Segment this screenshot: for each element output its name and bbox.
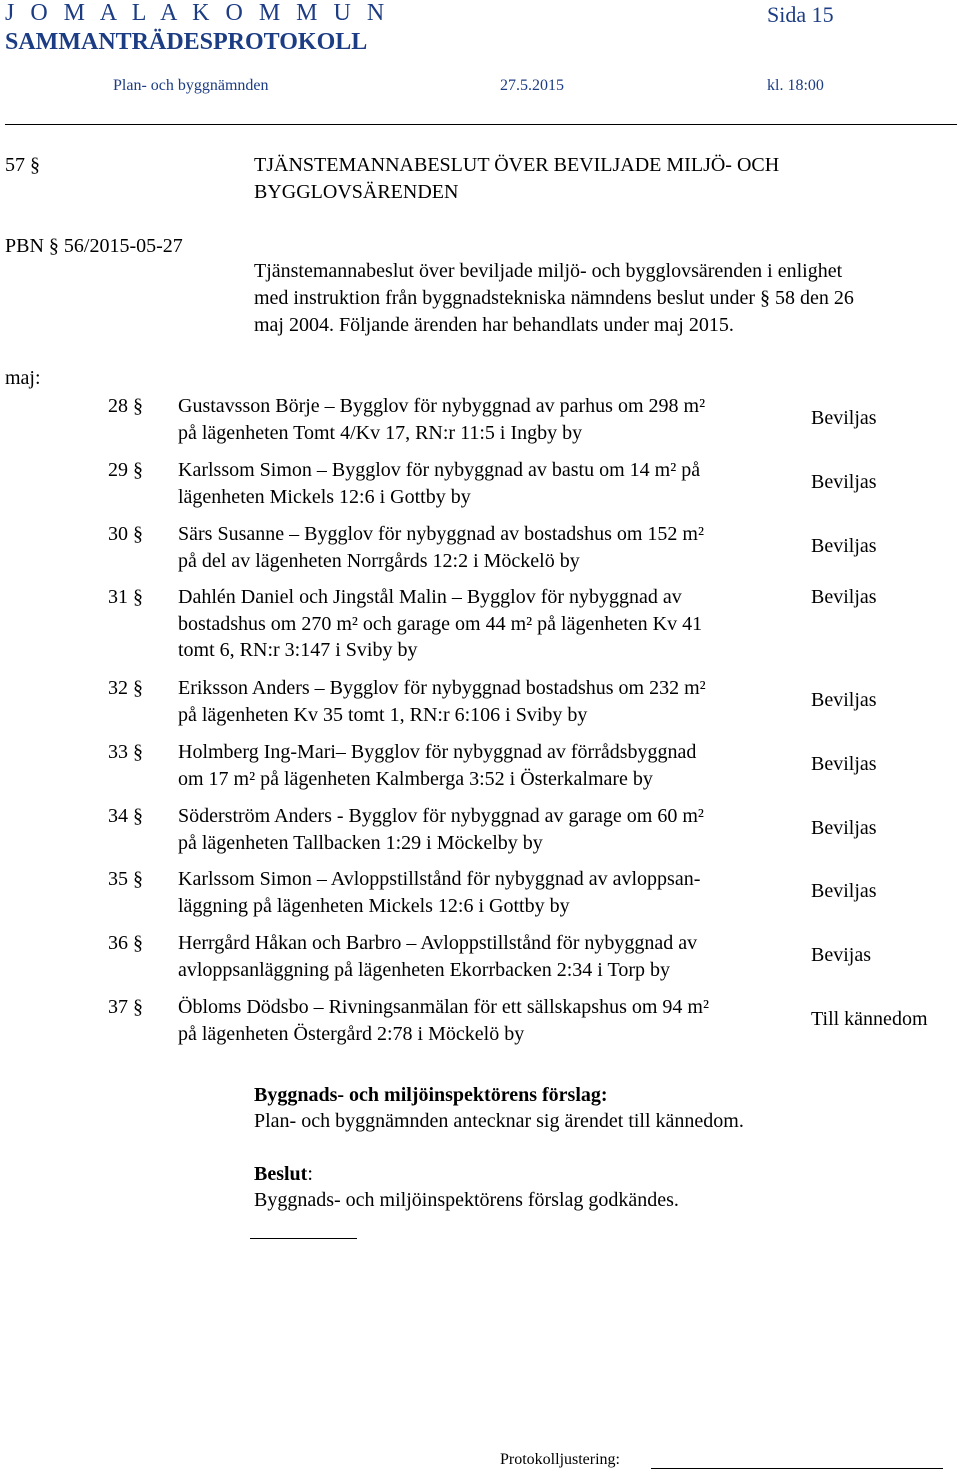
case-result: Beviljas xyxy=(811,407,877,429)
case-number: 34 § xyxy=(108,805,143,827)
case-description-line: Holmberg Ing-Mari– Bygglov för nybyggnad av förrådsbyggnad xyxy=(178,741,697,763)
case-number: 35 § xyxy=(108,868,143,890)
case-number: 31 § xyxy=(108,586,143,608)
case-description-line: Karlssom Simon – Bygglov för nybyggnad av bastu om 14 m² på xyxy=(178,459,701,481)
meeting-date: 27.5.2015 xyxy=(500,77,564,94)
header-divider xyxy=(5,124,957,125)
case-description-line: om 17 m² på lägenheten Kalmberga 3:52 i Österkalmare by xyxy=(178,767,653,790)
signature-label: Protokolljustering: xyxy=(500,1451,620,1468)
case-description-line: Öbloms Dödsbo – Rivningsanmälan för ett sällskapshus om 94 m² xyxy=(178,996,709,1018)
municipality-name: J O M A L A K O M M U N xyxy=(5,0,390,26)
section-number: 57 § xyxy=(5,154,40,176)
case-result: Beviljas xyxy=(811,586,877,608)
decision-heading xyxy=(254,1163,313,1186)
section-title-line1: TJÄNSTEMANNABESLUT ÖVER BEVILJADE MILJÖ- OCH xyxy=(254,154,780,176)
case-number: 36 § xyxy=(108,932,143,954)
case-number: 37 § xyxy=(108,996,143,1018)
intro-line2: med instruktion från byggnadstekniska nämndens beslut under § 58 den 26 xyxy=(254,287,854,309)
reference: PBN § 56/2015-05-27 xyxy=(5,235,183,257)
protocol-title: SAMMANTRÄDESPROTOKOLL xyxy=(5,29,368,55)
case-description-line: Gustavsson Börje – Bygglov för nybyggnad av parhus om 298 m² xyxy=(178,395,706,417)
case-description-line: på lägenheten Tomt 4/Kv 17, RN:r 11:5 i Ingby by xyxy=(178,421,583,444)
signature-line xyxy=(651,1468,943,1469)
page-number: Sida 15 xyxy=(767,2,834,27)
case-result: Beviljas xyxy=(811,689,877,711)
case-description-line: Dahlén Daniel och Jingstål Malin – Bygglov för nybyggnad av xyxy=(178,586,682,608)
proposal-text: Plan- och byggnämnden antecknar sig ärendet till kännedom. xyxy=(254,1110,744,1132)
case-result: Bevijas xyxy=(811,944,871,966)
case-result: Beviljas xyxy=(811,471,877,493)
case-result: Beviljas xyxy=(811,753,877,775)
case-description-line: Särs Susanne – Bygglov för nybyggnad av bostadshus om 152 m² xyxy=(178,523,704,545)
case-description-line: läggning på lägenheten Mickels 12:6 i Gottby by xyxy=(178,894,570,917)
decision-text: Byggnads- och miljöinspektörens förslag godkändes. xyxy=(254,1189,679,1211)
decision-colon: : xyxy=(307,1163,313,1185)
case-result: Beviljas xyxy=(811,817,877,839)
case-description-line: Karlssom Simon – Avloppstillstånd för nybyggnad av avloppsan- xyxy=(178,868,701,890)
case-description-line: lägenheten Mickels 12:6 i Gottby by xyxy=(178,485,471,508)
case-description-line: på del av lägenheten Norrgårds 12:2 i Möckelö by xyxy=(178,549,580,572)
case-result: Beviljas xyxy=(811,535,877,557)
case-number: 33 § xyxy=(108,741,143,763)
case-description-line: avloppsanläggning på lägenheten Ekorrbacken 2:34 i Torp by xyxy=(178,958,670,981)
end-rule xyxy=(250,1238,357,1239)
case-description-line: Eriksson Anders – Bygglov för nybyggnad bostadshus om 232 m² xyxy=(178,677,706,699)
meeting-time: kl. 18:00 xyxy=(767,77,824,94)
case-result: Beviljas xyxy=(811,880,877,902)
intro-line3: maj 2004. Följande ärenden har behandlats under maj 2015. xyxy=(254,314,734,336)
case-description-line: på lägenheten Kv 35 tomt 1, RN:r 6:106 i Sviby by xyxy=(178,703,588,726)
decision-label: Beslut xyxy=(254,1163,308,1185)
case-description-line: Söderström Anders - Bygglov för nybyggnad av garage om 60 m² xyxy=(178,805,704,827)
proposal-heading: Byggnads- och miljöinspektörens förslag: xyxy=(254,1084,608,1106)
section-title-line2: BYGGLOVSÄRENDEN xyxy=(254,181,459,203)
intro-line1: Tjänstemannabeslut över beviljade miljö- och bygglovsärenden i enlighet xyxy=(254,260,843,282)
case-result: Till kännedom xyxy=(811,1008,928,1030)
case-number: 28 § xyxy=(108,395,143,417)
case-description-line: på lägenheten Tallbacken 1:29 i Möckelby by xyxy=(178,831,543,854)
month-label: maj: xyxy=(5,367,41,389)
case-description-line: på lägenheten Östergård 2:78 i Möckelö by xyxy=(178,1022,525,1045)
case-number: 32 § xyxy=(108,677,143,699)
case-number: 30 § xyxy=(108,523,143,545)
case-number: 29 § xyxy=(108,459,143,481)
case-description-line: bostadshus om 270 m² och garage om 44 m² på lägenheten Kv 41 xyxy=(178,612,703,635)
case-description-line: Herrgård Håkan och Barbro – Avloppstillstånd för nybyggnad av xyxy=(178,932,698,954)
committee-name: Plan- och byggnämnden xyxy=(113,77,269,94)
case-description-line: tomt 6, RN:r 3:147 i Sviby by xyxy=(178,639,418,661)
